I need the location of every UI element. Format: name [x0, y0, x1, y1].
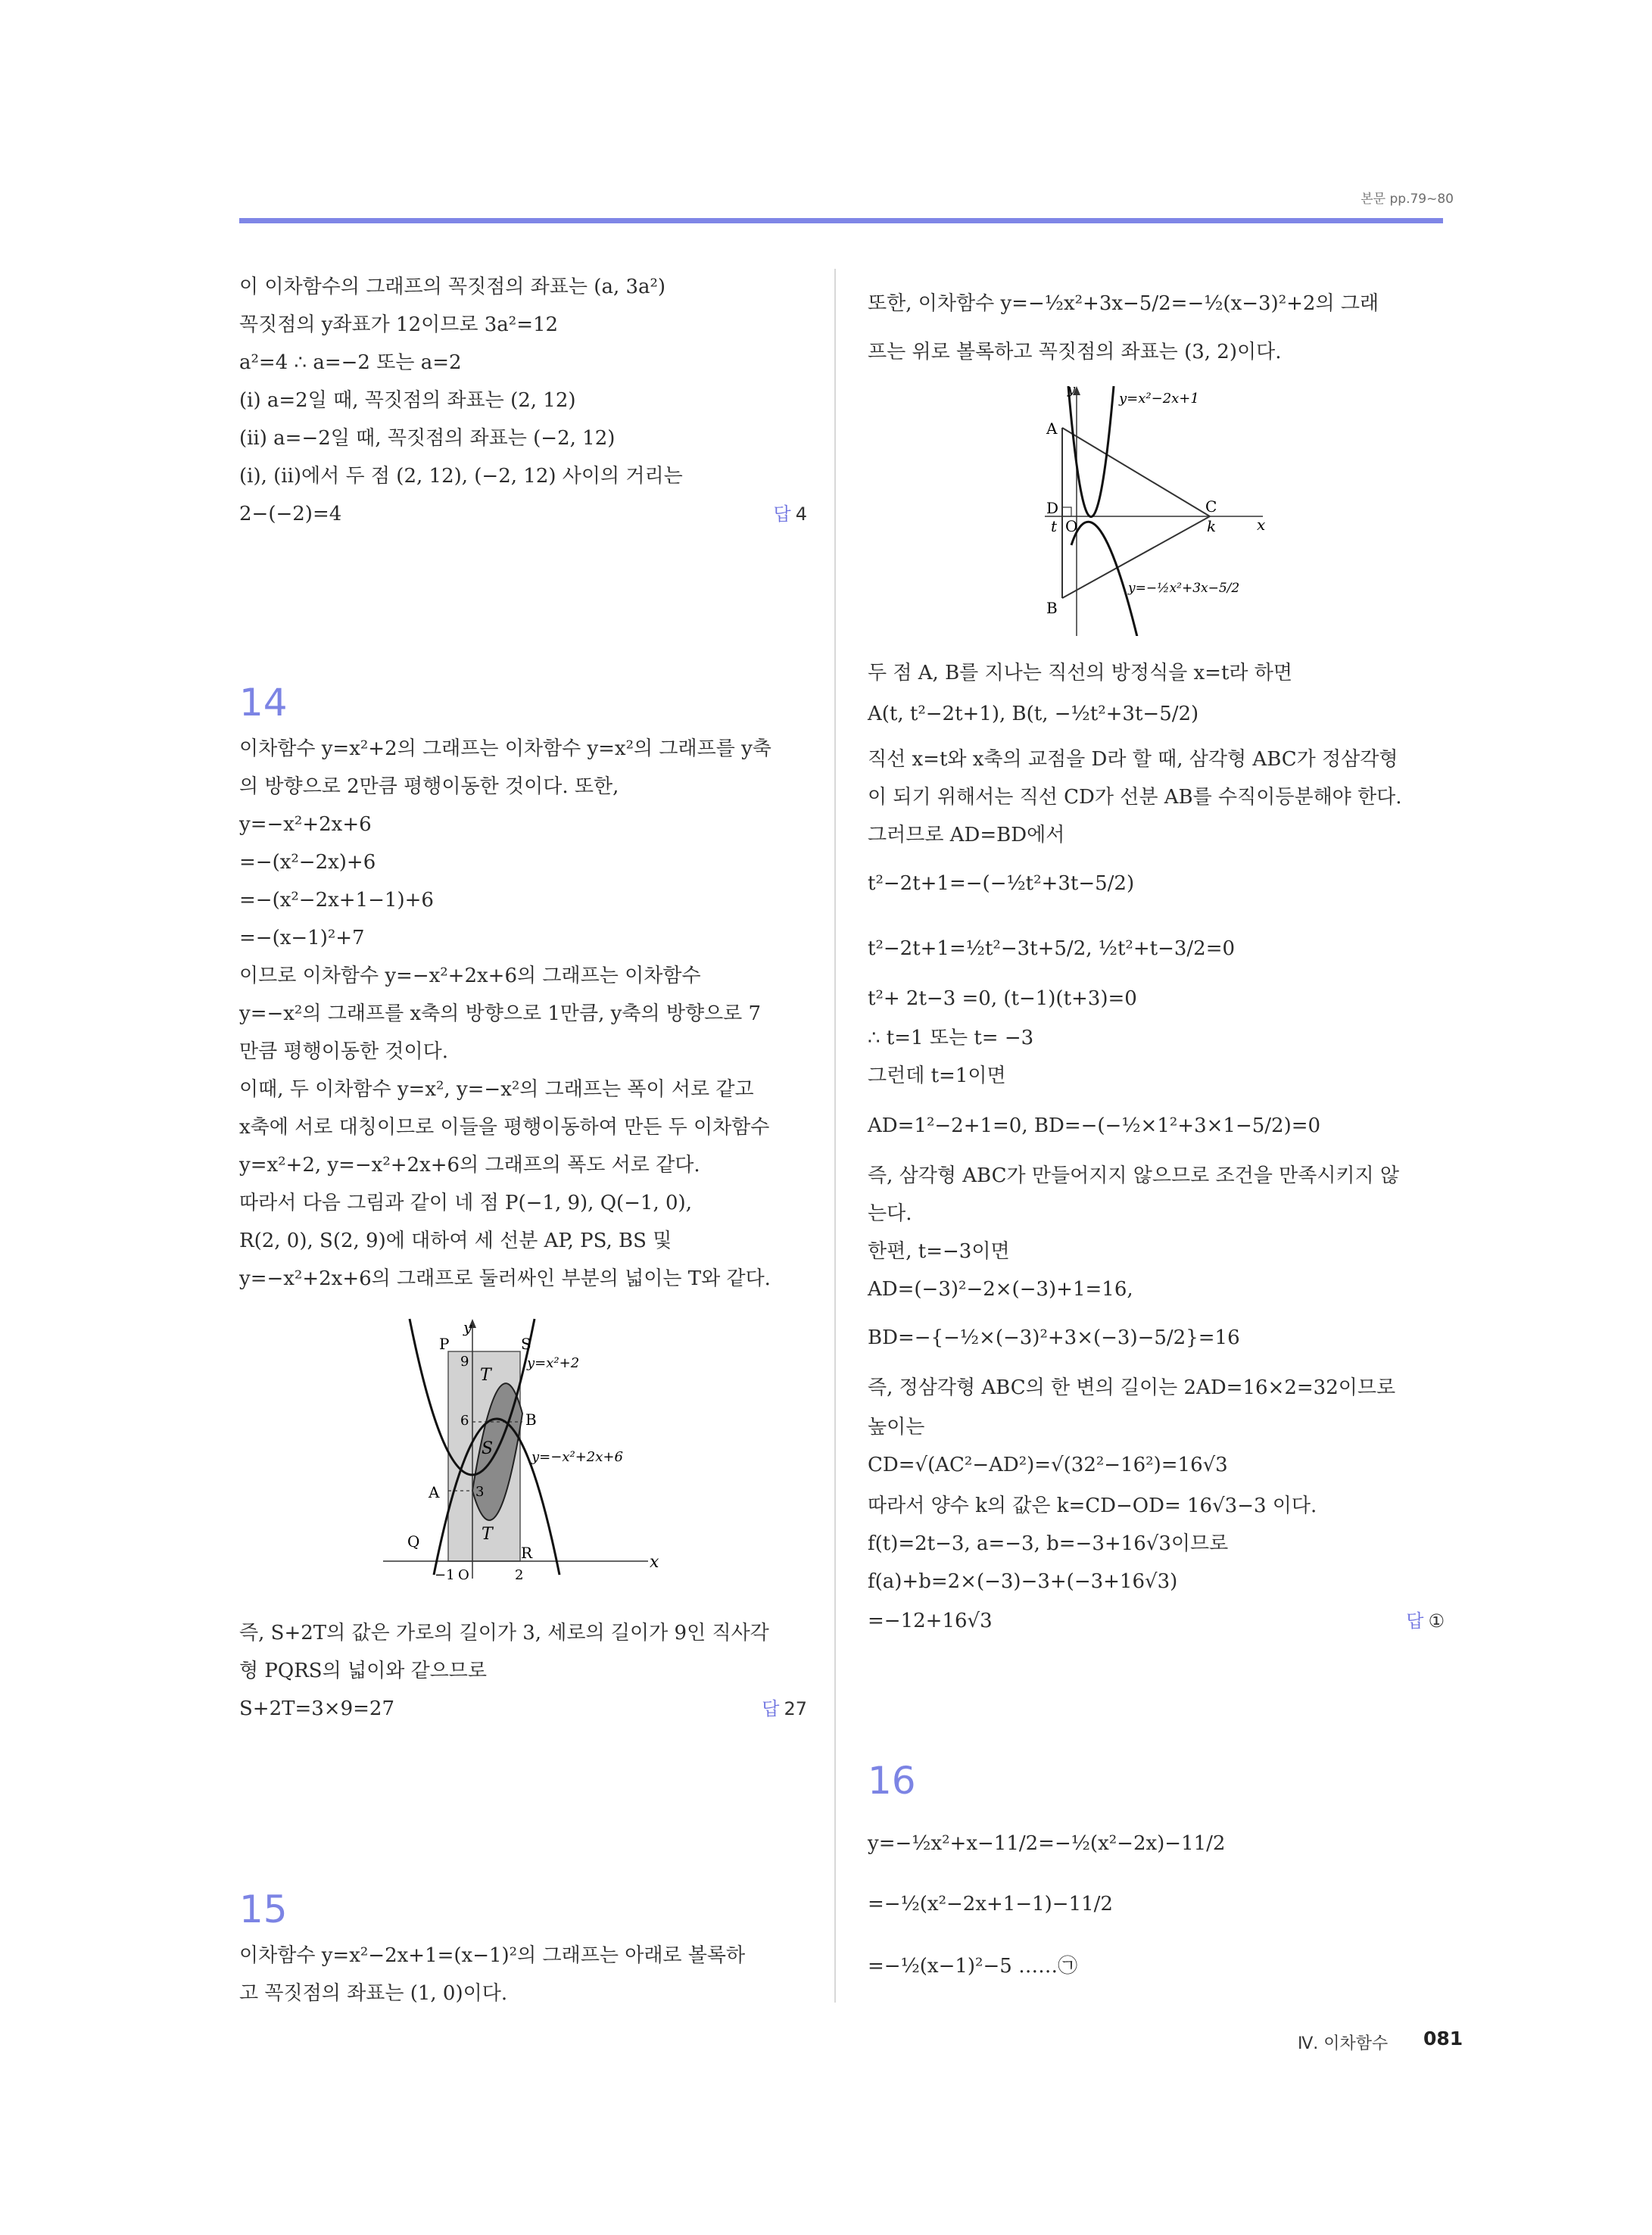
text-line: 이므로 이차함수 y=−x²+2x+6의 그래프는 이차함수	[239, 965, 701, 987]
text-line: 직선 x=t와 x축의 교점을 D라 할 때, 삼각형 ABC가 정삼각형	[868, 748, 1398, 771]
label-A: A	[429, 1483, 440, 1501]
section-number: 14	[239, 681, 288, 725]
text-line: y=−x²+2x+6	[239, 813, 372, 836]
curve-label-2: y=−½x²+3x−5/2	[1128, 581, 1240, 596]
answer-label: 답	[1406, 1610, 1424, 1632]
column-divider	[834, 269, 836, 2003]
label-C: C	[1205, 497, 1217, 516]
text-line: t²−2t+1=−(−½t²+3t−5/2)	[868, 872, 1135, 895]
curve-lower-parabola	[1071, 522, 1138, 636]
curve-label-2: y=−x²+2x+6	[531, 1449, 623, 1465]
tick-2: 2	[515, 1567, 524, 1583]
text-line: =−(x−1)²+7	[239, 927, 365, 949]
text-line: 는다.	[868, 1202, 912, 1225]
text-line: f(t)=2t−3, a=−3, b=−3+16√3이므로	[868, 1532, 1229, 1555]
text-line: BD=−{−½×(−3)²+3×(−3)−5/2}=16	[868, 1326, 1240, 1349]
answer-value: 27	[784, 1698, 807, 1719]
graph-14	[374, 1314, 677, 1586]
curve-label-1: y=x²+2	[527, 1355, 580, 1371]
curve-upper-parabola	[1068, 386, 1114, 517]
label-x: x	[1257, 516, 1266, 534]
footer-chapter: Ⅳ. 이차함수	[1298, 2034, 1389, 2053]
section-number: 15	[239, 1887, 288, 1931]
text-line: t²−2t+1=½t²−3t+5/2, ½t²+t−3/2=0	[868, 937, 1236, 960]
text-line: 이 이차함수의 그래프의 꼭짓점의 좌표는 (a, 3a²)	[239, 276, 666, 298]
graph-15	[1034, 379, 1382, 636]
text-line: S+2T=3×9=27	[239, 1697, 395, 1720]
text-line: (ⅱ) a=−2일 때, 꼭짓점의 좌표는 (−2, 12)	[239, 427, 616, 450]
label-A: A	[1046, 419, 1058, 438]
answer	[762, 1696, 807, 1722]
right-angle-mark	[1062, 507, 1071, 516]
page-reference: 본문 pp.79~80	[1361, 192, 1454, 207]
answer-label: 답	[762, 1698, 780, 1719]
text-line: 의 방향으로 2만큼 평행이동한 것이다. 또한,	[239, 775, 619, 798]
label-T-top: T	[480, 1366, 491, 1385]
answer-label: 답	[773, 503, 791, 525]
label-R: R	[521, 1544, 533, 1562]
text-line: 즉, 삼각형 ABC가 만들어지지 않으므로 조건을 만족시키지 않	[868, 1164, 1400, 1187]
answer-value: 4	[795, 503, 807, 525]
text-line: y=−½x²+x−11/2=−½(x²−2x)−11/2	[868, 1832, 1226, 1855]
text-line: y=−x²의 그래프를 x축의 방향으로 1만큼, y축의 방향으로 7	[239, 1002, 762, 1025]
text-line: 프는 위로 볼록하고 꼭짓점의 좌표는 (3, 2)이다.	[868, 341, 1282, 363]
text-line: 한편, t=−3이면	[868, 1240, 1010, 1263]
label-Q: Q	[407, 1532, 420, 1551]
text-line: =−(x²−2x)+6	[239, 851, 376, 874]
text-line: y=x²+2, y=−x²+2x+6의 그래프의 폭도 서로 같다.	[239, 1154, 700, 1177]
text-line: ∴ t=1 또는 t= −3	[868, 1027, 1034, 1049]
text-line: 꼭짓점의 y좌표가 12이므로 3a²=12	[239, 313, 559, 336]
answer-value: ①	[1428, 1610, 1445, 1632]
section-number: 16	[868, 1759, 916, 1803]
tick-minus-1: −1	[435, 1567, 455, 1583]
text-line: 그런데 t=1이면	[868, 1065, 1006, 1087]
label-B: B	[525, 1411, 537, 1429]
label-t: t	[1051, 517, 1058, 535]
text-line: CD=√(AC²−AD²)=√(32²−16²)=16√3	[868, 1454, 1228, 1476]
text-line: R(2, 0), S(2, 9)에 대하여 세 선분 AP, PS, BS 및	[239, 1230, 672, 1252]
right-column	[868, 0, 1445, 2235]
text-line: (ⅰ) a=2일 때, 꼭짓점의 좌표는 (2, 12)	[239, 389, 576, 412]
text-line: 또한, 이차함수 y=−½x²+3x−5/2=−½(x−3)²+2의 그래	[868, 292, 1379, 315]
label-S-region: S	[482, 1439, 494, 1458]
answer	[774, 501, 807, 527]
label-O: O	[1065, 517, 1078, 535]
left-column	[239, 0, 807, 2235]
text-line: =−½(x²−2x+1−1)−11/2	[868, 1893, 1113, 1915]
text-line: 만큼 평행이동한 것이다.	[239, 1040, 448, 1063]
answer	[1406, 1608, 1445, 1634]
label-D: D	[1046, 499, 1059, 517]
text-line: t²+ 2t−3 =0, (t−1)(t+3)=0	[868, 987, 1137, 1010]
text-line: 높이는	[868, 1416, 925, 1439]
text-line: f(a)+b=2×(−3)−3+(−3+16√3)	[868, 1570, 1178, 1593]
tick-6: 6	[460, 1413, 469, 1429]
curve-label-1: y=x²−2x+1	[1119, 391, 1199, 407]
text-line: 이차함수 y=x²−2x+1=(x−1)²의 그래프는 아래로 볼록하	[239, 1944, 746, 1967]
text-line: =−(x²−2x+1−1)+6	[239, 889, 434, 912]
tick-9: 9	[460, 1354, 469, 1370]
label-x: x	[650, 1553, 659, 1572]
text-line: x축에 서로 대칭이므로 이들을 평행이동하여 만든 두 이차함수	[239, 1116, 770, 1139]
text-line: =−½(x−1)²−5 ……㉠	[868, 1955, 1078, 1978]
tick-O: O	[458, 1567, 469, 1583]
text-line: 이차함수 y=x²+2의 그래프는 이차함수 y=x²의 그래프를 y축	[239, 737, 771, 760]
text-line: 이때, 두 이차함수 y=x², y=−x²의 그래프는 폭이 서로 같고	[239, 1078, 754, 1101]
label-k: k	[1207, 517, 1217, 535]
tick-3: 3	[475, 1484, 485, 1500]
text-line: 즉, 정삼각형 ABC의 한 변의 길이는 2AD=16×2=32이므로	[868, 1376, 1396, 1399]
text-line: 따라서 양수 k의 값은 k=CD−OD= 16√3−3 이다.	[868, 1495, 1317, 1517]
text-line: 두 점 A, B를 지나는 직선의 방정식을 x=t라 하면	[868, 662, 1293, 684]
text-line: 즉, S+2T의 값은 가로의 길이가 3, 세로의 길이가 9인 직사각	[239, 1622, 769, 1644]
text-line: A(t, t²−2t+1), B(t, −½t²+3t−5/2)	[868, 703, 1199, 725]
label-B: B	[1046, 599, 1058, 617]
text-line: a²=4 ∴ a=−2 또는 a=2	[239, 351, 462, 374]
label-S: S	[521, 1335, 531, 1353]
text-line: 이 되기 위해서는 직선 CD가 선분 AB를 수직이등분해야 한다.	[868, 786, 1402, 809]
text-line: =−12+16√3	[868, 1610, 993, 1632]
text-line: (ⅰ), (ⅱ)에서 두 점 (2, 12), (−2, 12) 사이의 거리는	[239, 465, 683, 488]
label-y: y	[1068, 382, 1076, 397]
label-T-bottom: T	[482, 1525, 493, 1544]
text-line: 따라서 다음 그림과 같이 네 점 P(−1, 9), Q(−1, 0),	[239, 1192, 692, 1214]
text-line: 그러므로 AD=BD에서	[868, 824, 1065, 846]
label-y: y	[463, 1318, 472, 1336]
text-line: AD=(−3)²−2×(−3)+1=16,	[868, 1278, 1133, 1301]
text-line: AD=1²−2+1=0, BD=−(−½×1²+3×1−5/2)=0	[868, 1114, 1321, 1137]
text-line: 형 PQRS의 넓이와 같으므로	[239, 1660, 488, 1682]
footer-page-number: 081	[1423, 2028, 1463, 2050]
label-P: P	[439, 1335, 450, 1353]
text-line: 2−(−2)=4	[239, 503, 342, 525]
text-line: 고 꼭짓점의 좌표는 (1, 0)이다.	[239, 1982, 508, 2005]
text-line: y=−x²+2x+6의 그래프로 둘러싸인 부분의 넓이는 T와 같다.	[239, 1267, 771, 1290]
